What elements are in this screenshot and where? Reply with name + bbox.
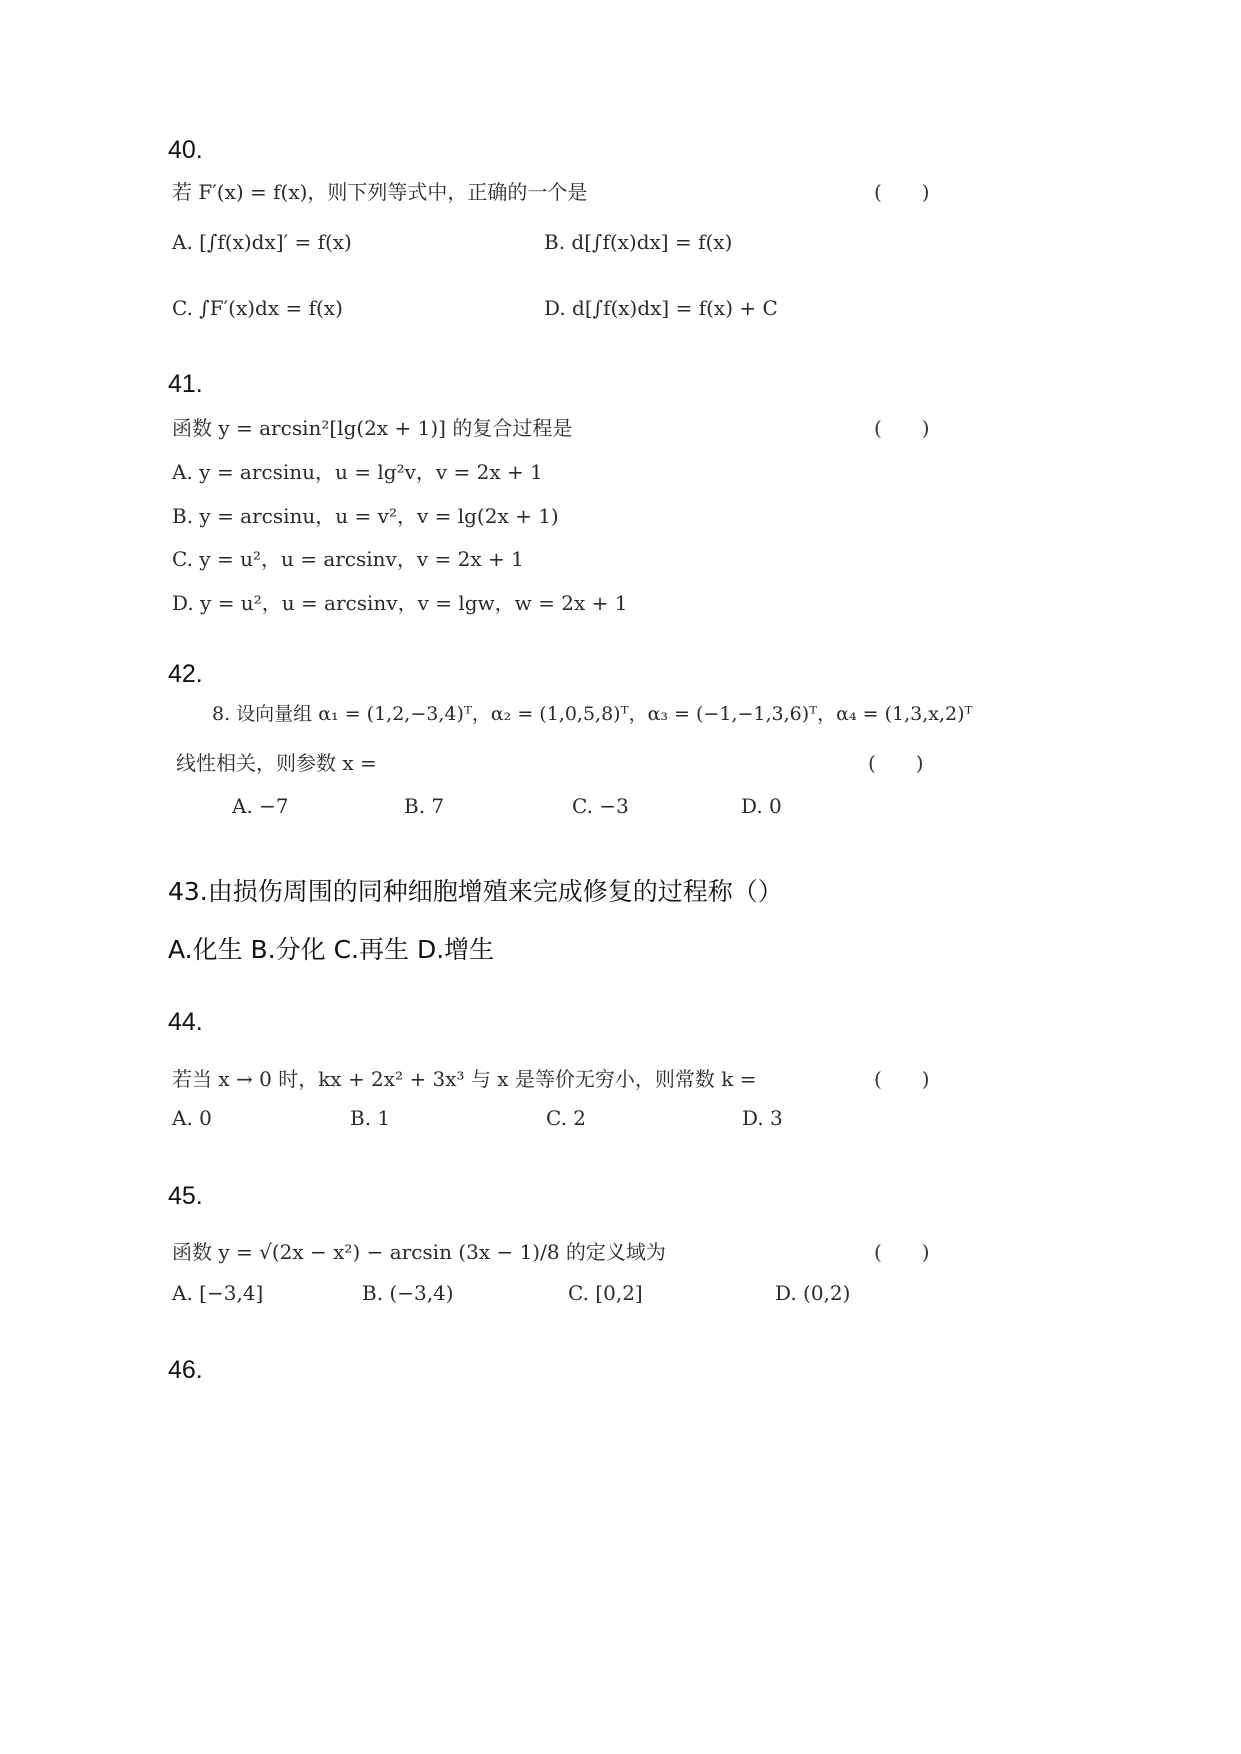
option-d: D. y = u²，u = arcsinv，v = lgw，w = 2x + 1 (172, 591, 628, 615)
answer-parentheses: ( ) (874, 1067, 930, 1091)
question-stem: 函数 y = arcsin²[lg(2x + 1)] 的复合过程是 (172, 416, 573, 440)
option-a: A. 0 (172, 1106, 212, 1130)
question-stem-continued: 线性相关，则参数 x = (176, 751, 377, 775)
answer-parentheses: ( ) (874, 180, 930, 204)
option-b: B. 7 (404, 794, 445, 818)
question-number: 40. (168, 136, 203, 164)
answer-parentheses: ( ) (874, 416, 930, 440)
answer-parentheses: ( ) (868, 751, 924, 775)
question-number: 46. (168, 1356, 203, 1384)
option-c: C. −3 (572, 794, 629, 818)
option-d: D. (0,2) (775, 1281, 851, 1305)
option-b: B. y = arcsinu，u = v²，v = lg(2x + 1) (172, 504, 559, 528)
question-stem: 43.由损伤周围的同种细胞增殖来完成修复的过程称（） (168, 877, 783, 906)
option-c: C. y = u²，u = arcsinv，v = 2x + 1 (172, 547, 524, 571)
question-number: 45. (168, 1182, 203, 1210)
option-d: D. 3 (742, 1106, 783, 1130)
option-d: D. 0 (741, 794, 782, 818)
answer-parentheses: ( ) (874, 1240, 930, 1264)
question-stem: 若 F′(x) = f(x)，则下列等式中，正确的一个是 (172, 180, 588, 204)
option-b: B. 1 (350, 1106, 391, 1130)
question-number: 42. (168, 660, 203, 688)
options-line: A.化生 B.分化 C.再生 D.增生 (168, 935, 495, 964)
option-c: C. ∫F′(x)dx = f(x) (172, 296, 343, 320)
question-number: 41. (168, 370, 203, 398)
option-a: A. [−3,4] (172, 1281, 264, 1305)
option-c: C. 2 (546, 1106, 587, 1130)
question-stem: 若当 x → 0 时，kx + 2x² + 3x³ 与 x 是等价无穷小，则常数 k = (172, 1067, 757, 1091)
question-number: 44. (168, 1008, 203, 1036)
option-b: B. d[∫f(x)dx] = f(x) (544, 230, 733, 254)
question-stem: 函数 y = √(2x − x²) − arcsin (3x − 1)/8 的定义域为 (172, 1240, 666, 1264)
option-a: A. y = arcsinu，u = lg²v，v = 2x + 1 (172, 460, 543, 484)
question-stem: 8. 设向量组 α₁ = (1,2,−3,4)ᵀ，α₂ = (1,0,5,8)ᵀ，α₃ = (−1,−1,3,6)ᵀ，α₄ = (1,3,x,2)ᵀ (212, 703, 973, 725)
option-b: B. (−3,4) (362, 1281, 454, 1305)
option-a: A. [∫f(x)dx]′ = f(x) (172, 230, 352, 254)
option-d: D. d[∫f(x)dx] = f(x) + C (544, 296, 778, 320)
option-c: C. [0,2] (568, 1281, 643, 1305)
option-a: A. −7 (232, 794, 289, 818)
